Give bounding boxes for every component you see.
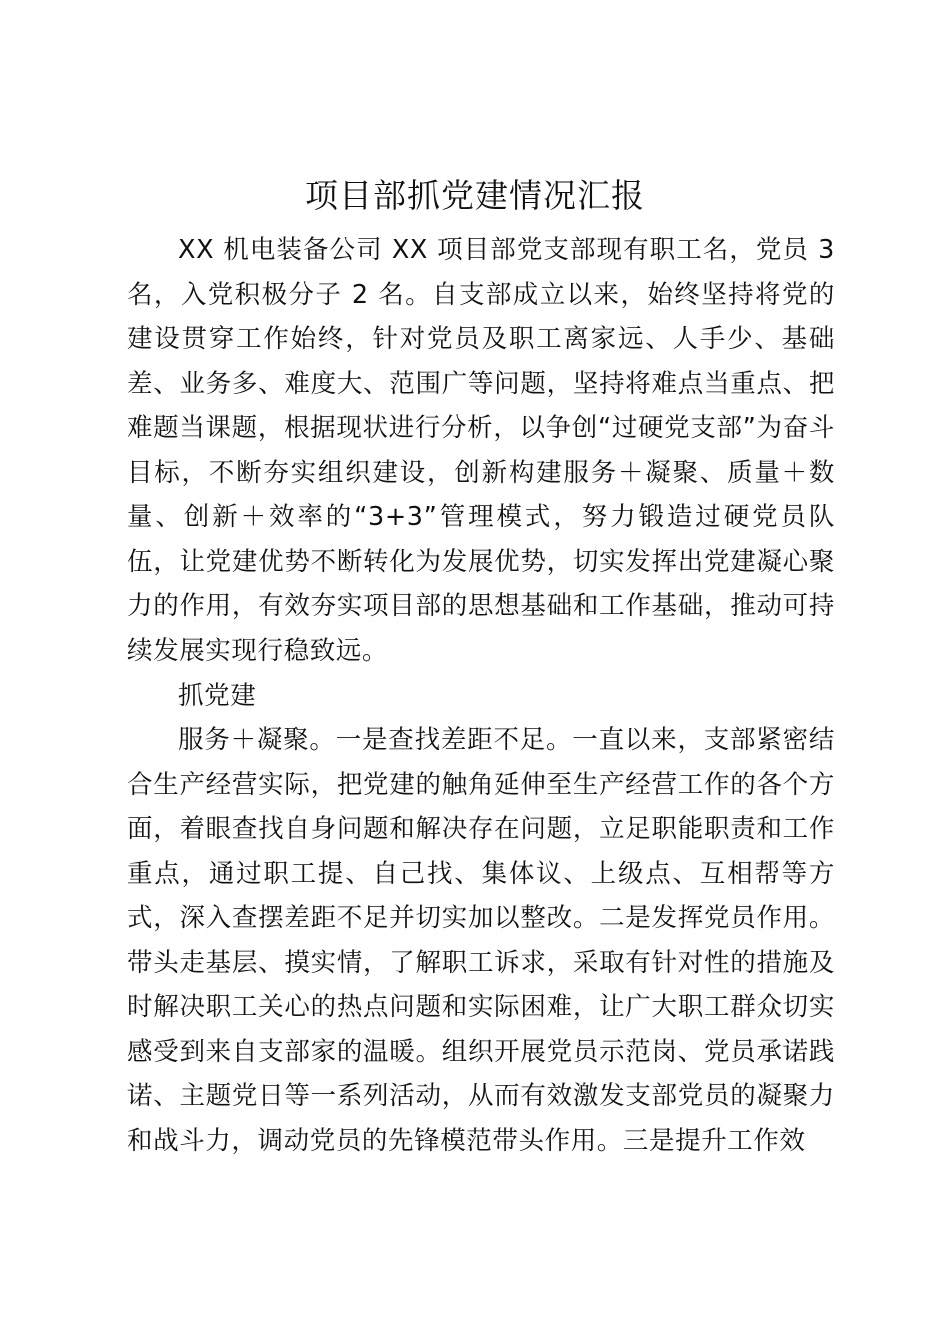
document-title: 项目部抓党建情况汇报 — [305, 176, 645, 215]
body-paragraph-1: XX 机电装备公司 XX 项目部党支部现有职工名，党员 3 名，入党积极分子 2 名。自支部成立以来，始终坚持将党的建设贯穿工作始终，针对党员及职工离家远、人手少、基础差、业务多、难度大、范围广等问题，坚持将难点当重点、把难题当课题，根据现状进行分析，以争创“过硬党支部”为奋斗目标，不断夯实组织建设，创新构建服务＋凝聚、质量＋数量、创新＋效率的“3+3”管理模式，努力锻造过硬党员队伍，让党建优势不断转化为发展优势，切实发挥出党建凝心聚力的作用，有效夯实项目部的思想基础和工作基础，推动可持续发展实现行稳致远。 — [127, 235, 835, 666]
section-subheading: 抓党建 — [178, 681, 257, 711]
body-paragraph-2: 服务＋凝聚。一是查找差距不足。一直以来，支部紧密结合生产经营实际，把党建的触角延伸至生产经营工作的各个方面，着眼查找自身问题和解决存在问题，立足职能职责和工作重点，通过职工提、自己找、集体议、上级点、互相帮等方式，深入查摆差距不足并切实加以整改。二是发挥党员作用。带头走基层、摸实情，了解职工诉求，采取有针对性的措施及时解决职工关心的热点问题和实际困难，让广大职工群众切实感受到来自支部家的温暖。组织开展党员示范岗、党员承诺践诺、主题党日等一系列活动，从而有效激发支部党员的凝聚力和战斗力，调动党员的先锋模范带头作用。三是提升工作效 — [127, 725, 835, 1156]
